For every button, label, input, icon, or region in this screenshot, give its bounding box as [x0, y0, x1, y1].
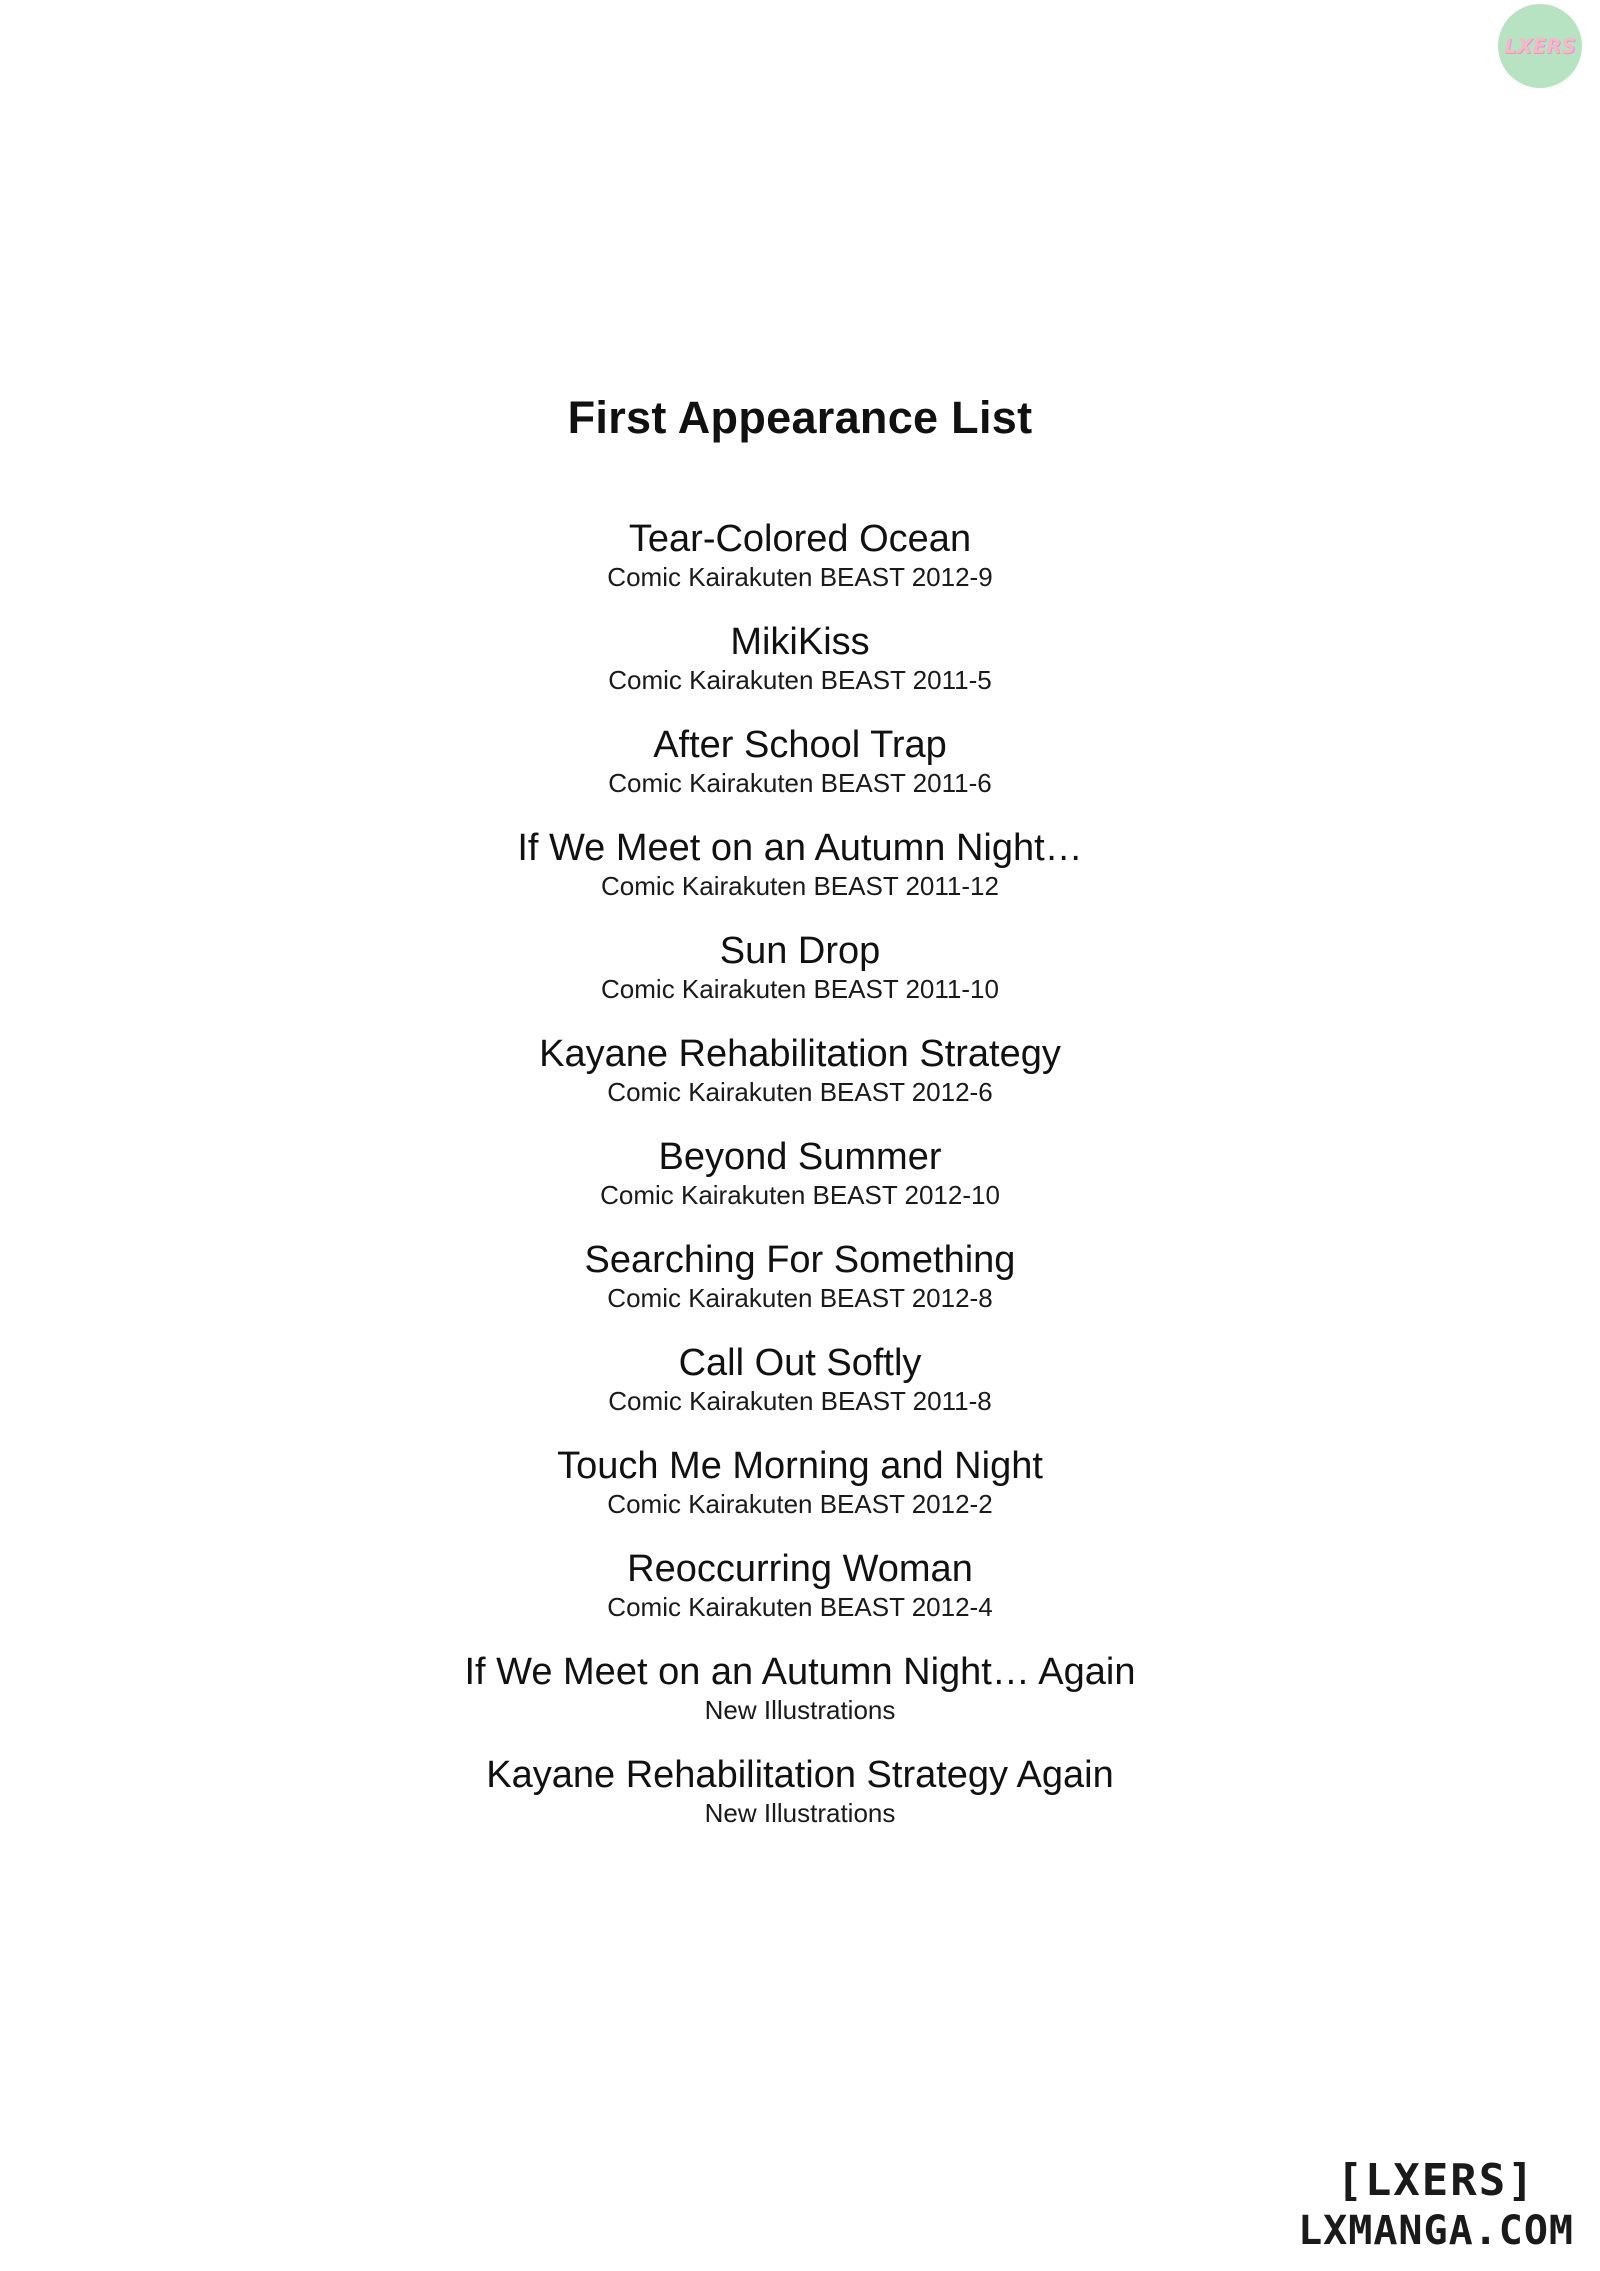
entry-source: Comic Kairakuten BEAST 2011-8 — [608, 1386, 992, 1416]
list-item — [0, 1649, 1600, 1752]
list-item — [0, 619, 1600, 722]
watermark-url: LXMANGA.COM — [1298, 2208, 1574, 2254]
entry-source: Comic Kairakuten BEAST 2012-2 — [607, 1489, 993, 1519]
entry-title: If We Meet on an Autumn Night… Again — [464, 1651, 1136, 1693]
entry-source: New Illustrations — [704, 1695, 896, 1725]
list-item — [0, 1237, 1600, 1340]
list-item — [0, 1546, 1600, 1649]
lxers-badge-icon — [1498, 4, 1582, 88]
entry-title: Searching For Something — [584, 1239, 1016, 1281]
appearance-list — [0, 516, 1600, 1855]
site-watermark — [1298, 2156, 1574, 2256]
list-item — [0, 1443, 1600, 1546]
entry-source: Comic Kairakuten BEAST 2011-12 — [601, 871, 999, 901]
entry-source: Comic Kairakuten BEAST 2011-10 — [601, 974, 999, 1004]
list-item — [0, 825, 1600, 928]
list-item — [0, 1340, 1600, 1443]
list-item — [0, 516, 1600, 619]
watermark-brand: [LXERS] — [1336, 2155, 1536, 2206]
entry-source: Comic Kairakuten BEAST 2012-9 — [607, 562, 993, 592]
entry-source: Comic Kairakuten BEAST 2012-10 — [600, 1180, 1000, 1210]
entry-title: Reoccurring Woman — [627, 1548, 973, 1590]
list-item — [0, 1134, 1600, 1237]
list-item — [0, 1752, 1600, 1855]
list-item — [0, 1031, 1600, 1134]
list-item — [0, 722, 1600, 825]
entry-source: Comic Kairakuten BEAST 2011-6 — [608, 768, 992, 798]
entry-title: Sun Drop — [719, 930, 881, 972]
entry-source: Comic Kairakuten BEAST 2012-8 — [607, 1283, 993, 1313]
entry-title: Tear-Colored Ocean — [628, 518, 972, 560]
entry-title: Kayane Rehabilitation Strategy — [539, 1033, 1061, 1075]
list-item — [0, 928, 1600, 1031]
entry-source: New Illustrations — [704, 1798, 896, 1828]
entry-title: After School Trap — [653, 724, 947, 766]
entry-source: Comic Kairakuten BEAST 2011-5 — [608, 665, 992, 695]
entry-title: Touch Me Morning and Night — [557, 1445, 1043, 1487]
entry-source: Comic Kairakuten BEAST 2012-4 — [607, 1592, 993, 1622]
entry-title: MikiKiss — [730, 621, 870, 663]
entry-title: If We Meet on an Autumn Night… — [517, 827, 1083, 869]
entry-title: Kayane Rehabilitation Strategy Again — [486, 1754, 1114, 1796]
entry-title: Call Out Softly — [678, 1342, 922, 1384]
entry-title: Beyond Summer — [658, 1136, 942, 1178]
entry-source: Comic Kairakuten BEAST 2012-6 — [607, 1077, 993, 1107]
page-title: First Appearance List — [567, 392, 1033, 443]
corner-logo-text: LXERS — [1504, 34, 1576, 58]
